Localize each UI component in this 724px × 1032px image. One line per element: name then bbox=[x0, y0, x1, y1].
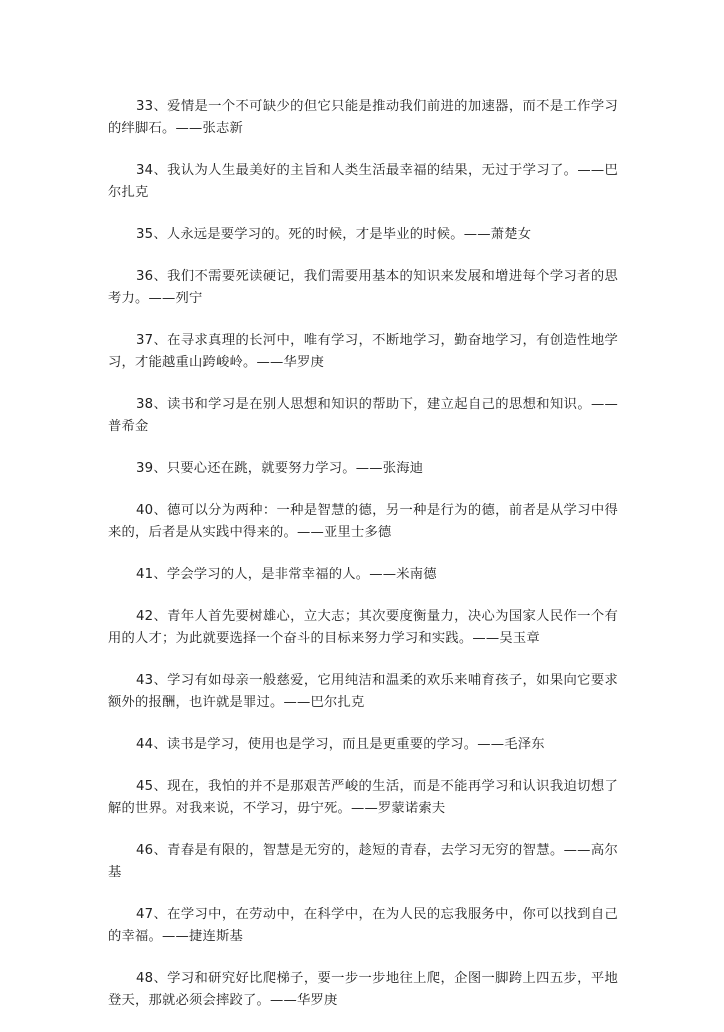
quote-34: 34、我认为人生最美好的主旨和人类生活最幸福的结果，无过于学习了。——巴尔扎克 bbox=[108, 163, 618, 200]
quote-list bbox=[108, 96, 618, 1032]
quote-45: 45、现在，我怕的并不是那艰苦严峻的生活，而是不能再学习和认识我迫切想了解的世界。对我来说，不学习，毋宁死。——罗蒙诺索夫 bbox=[108, 779, 618, 816]
quote-33: 33、爱情是一个不可缺少的但它只能是推动我们前进的加速器，而不是工作学习的绊脚石。——张志新 bbox=[108, 99, 618, 136]
quote-40: 40、德可以分为两种：一种是智慧的德，另一种是行为的德，前者是从学习中得来的，后者是从实践中得来的。——亚里士多德 bbox=[108, 503, 618, 540]
quote-37: 37、在寻求真理的长河中，唯有学习，不断地学习，勤奋地学习，有创造性地学习，才能越重山跨峻岭。——华罗庚 bbox=[108, 333, 618, 370]
quote-39: 39、只要心还在跳，就要努力学习。——张海迪 bbox=[136, 461, 424, 476]
quote-47: 47、在学习中，在劳动中，在科学中，在为人民的忘我服务中，你可以找到自己的幸福。——捷连斯基 bbox=[108, 907, 618, 944]
quote-48: 48、学习和研究好比爬梯子，要一步一步地往上爬，企图一脚跨上四五步，平地登天，那就必须会摔跤了。——华罗庚 bbox=[108, 971, 618, 1008]
quote-46: 46、青春是有限的，智慧是无穷的，趁短的青春，去学习无穷的智慧。——高尔基 bbox=[108, 843, 618, 880]
quote-42: 42、青年人首先要树雄心，立大志；其次要度衡量力，决心为国家人民作一个有用的人才；为此就要选择一个奋斗的目标来努力学习和实践。——吴玉章 bbox=[108, 609, 618, 646]
quote-41: 41、学会学习的人，是非常幸福的人。——米南德 bbox=[136, 567, 437, 582]
quote-36: 36、我们不需要死读硬记，我们需要用基本的知识来发展和增进每个学习者的思考力。——列宁 bbox=[108, 269, 618, 306]
quote-44: 44、读书是学习，使用也是学习，而且是更重要的学习。——毛泽东 bbox=[136, 737, 545, 752]
quote-43: 43、学习有如母亲一般慈爱，它用纯洁和温柔的欢乐来哺育孩子，如果向它要求额外的报酬，也许就是罪过。——巴尔扎克 bbox=[108, 673, 618, 710]
quote-38: 38、读书和学习是在别人思想和知识的帮助下，建立起自己的思想和知识。——普希金 bbox=[108, 397, 618, 434]
quote-35: 35、人永远是要学习的。死的时候，才是毕业的时候。——萧楚女 bbox=[136, 227, 532, 242]
